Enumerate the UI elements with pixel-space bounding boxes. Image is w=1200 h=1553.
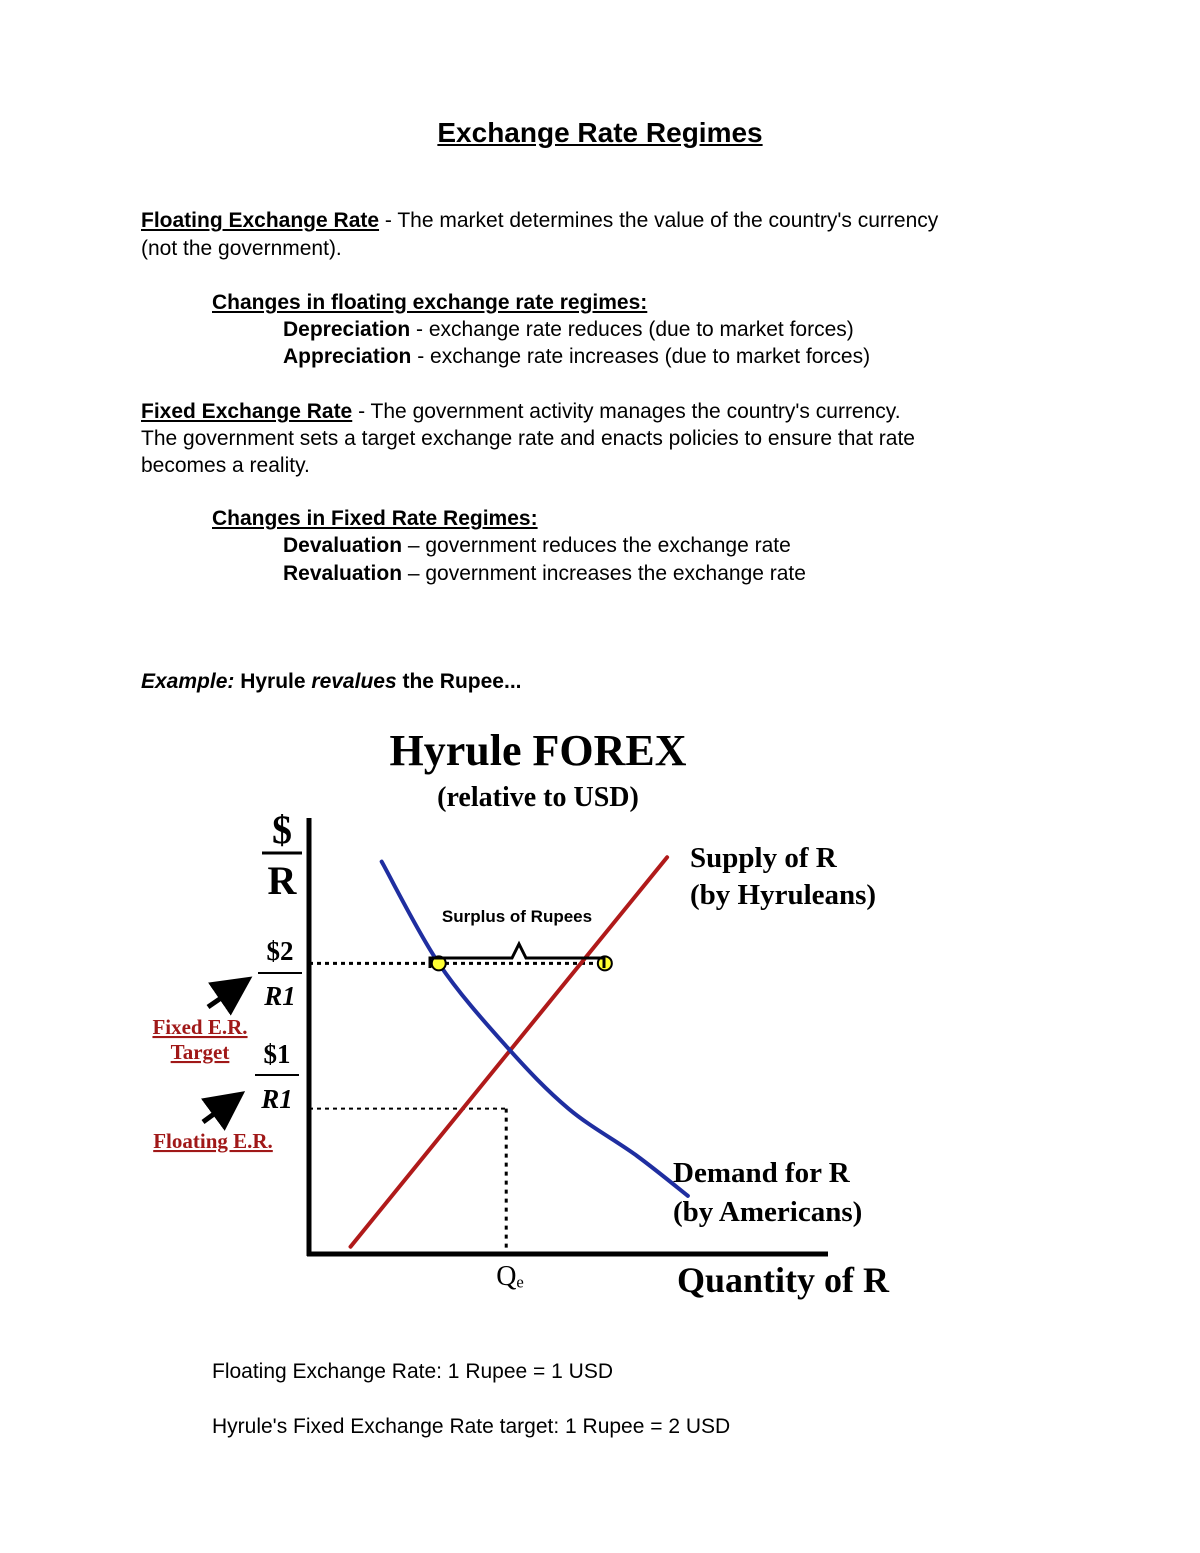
example-emphasis: revalues (311, 670, 397, 693)
depreciation-def: - exchange rate reduces (due to market forces) (410, 318, 854, 341)
fixed-term: Fixed Exchange Rate (141, 400, 353, 423)
supply-label: Supply of R (690, 842, 837, 874)
fixed-er-label: Fixed E.R. (152, 1015, 248, 1039)
devaluation-term: Devaluation (283, 534, 403, 557)
supply-label-sub: (by Hyruleans) (690, 879, 877, 911)
appreciation-term: Appreciation (283, 345, 412, 368)
floating-arrow-icon (203, 1100, 233, 1122)
floating-def-line1: The market determines the value of the country's currency (397, 209, 939, 232)
fixed-def-line2: The government sets a target exchange rate and enacts policies to ensure that rate (141, 427, 915, 450)
page-title: Exchange Rate Regimes (437, 117, 763, 148)
floating-def-line2: (not the government). (141, 237, 342, 260)
x-axis-label: Quantity of R (676, 1260, 890, 1300)
floating-term: Floating Exchange Rate (141, 209, 380, 232)
revaluation-def: – government increases the exchange rate (402, 562, 806, 585)
fixed-arrow-icon (208, 985, 240, 1007)
y-tick-2-denominator: R1 (264, 981, 296, 1011)
fixed-sep: - (352, 400, 371, 423)
example-text-after: the Rupee... (396, 670, 522, 693)
demand-label-sub: (by Americans) (673, 1196, 863, 1228)
revaluation-term: Revaluation (283, 562, 403, 585)
y-tick-2-numerator: $2 (266, 936, 294, 966)
surplus-annotation: Surplus of Rupees (441, 907, 593, 926)
floating-changes-heading: Changes in floating exchange rate regimes: (212, 291, 648, 314)
y-axis-label-top: $ (272, 807, 292, 852)
floating-sep: - (379, 209, 398, 232)
fixed-def-line3: becomes a reality. (141, 454, 310, 477)
chart-subtitle: (relative to USD) (437, 782, 639, 813)
y-tick-1-numerator: $1 (263, 1039, 291, 1069)
fixed-def-line1: The government activity manages the country's currency. (370, 400, 901, 423)
summary-floating-rate: Floating Exchange Rate: 1 Rupee = 1 USD (212, 1360, 613, 1383)
demand-label: Demand for R (673, 1157, 850, 1189)
fixed-changes-heading: Changes in Fixed Rate Regimes: (212, 507, 538, 530)
floating-er-label: Floating E.R. (153, 1129, 273, 1153)
fixed-er-target-label: Target (170, 1040, 230, 1064)
y-tick-1-denominator: R1 (261, 1084, 293, 1114)
appreciation-def: - exchange rate increases (due to market forces) (411, 345, 871, 368)
example-label: Example: (141, 670, 235, 693)
chart-title: Hyrule FOREX (389, 726, 687, 775)
x-tick-label-qe: Qₑ (496, 1261, 524, 1292)
depreciation-term: Depreciation (283, 318, 411, 341)
devaluation-def: – government reduces the exchange rate (402, 534, 791, 557)
y-axis-label-bottom: R (267, 858, 297, 903)
example-text-before: Hyrule (234, 670, 312, 693)
summary-fixed-target: Hyrule's Fixed Exchange Rate target: 1 Rupee = 2 USD (212, 1415, 731, 1438)
